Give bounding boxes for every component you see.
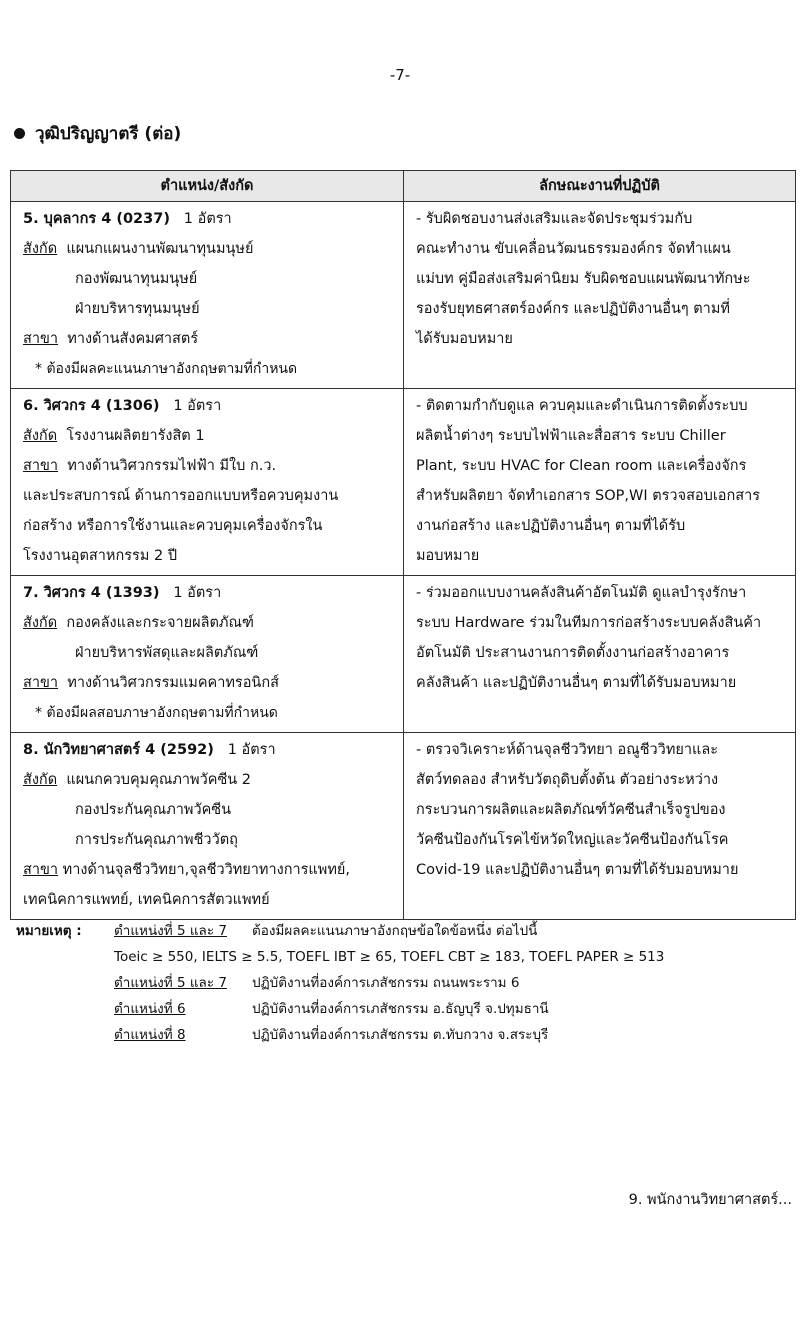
duty-line: วัคซีนป้องกันโรคไข้หวัดใหญ่และวัคซีนป้องกันโรค bbox=[416, 832, 729, 848]
remark-row bbox=[16, 996, 664, 1022]
duties-cell bbox=[404, 733, 796, 920]
duty-line: แม่บท คู่มือส่งเสริมค่านิยม รับผิดชอบแผนพัฒนาทักษะ bbox=[416, 271, 751, 287]
affiliation-label: สังกัด bbox=[23, 241, 58, 257]
remark-position: ตำแหน่งที่ 5 และ 7 bbox=[114, 975, 227, 991]
position-quota: 1 อัตรา bbox=[173, 398, 222, 414]
duty-line: สำหรับผลิตยา จัดทำเอกสาร SOP,WI ตรวจสอบเอกสาร bbox=[416, 488, 761, 504]
duty-line: Covid-19 และปฏิบัติงานอื่นๆ ตามที่ได้รับมอบหมาย bbox=[416, 862, 739, 878]
position-title: 5. บุคลากร 4 (0237) bbox=[23, 211, 170, 227]
remark-row bbox=[16, 1022, 664, 1048]
remark-text: ปฏิบัติงานที่องค์การเภสัชกรรม อ.ธัญบุรี จ.ปทุมธานี bbox=[252, 1001, 549, 1017]
position-quota: 1 อัตรา bbox=[227, 742, 276, 758]
position-title: 8. นักวิทยาศาสตร์ 4 (2592) bbox=[23, 742, 214, 758]
position-quota: 1 อัตรา bbox=[173, 585, 222, 601]
major-line: โรงงานอุตสาหกรรม 2 ปี bbox=[23, 548, 178, 564]
remark-position: ตำแหน่งที่ 6 bbox=[114, 1001, 186, 1017]
section-heading bbox=[14, 120, 181, 147]
affiliation-label: สังกัด bbox=[23, 615, 58, 631]
affiliation-line: แผนกแผนงานพัฒนาทุนมนุษย์ bbox=[66, 241, 254, 257]
major-line: ทางด้านวิศวกรรมแมคคาทรอนิกส์ bbox=[67, 675, 279, 691]
table-header-row bbox=[11, 171, 796, 202]
remarks-label: หมายเหตุ : bbox=[16, 923, 82, 939]
affiliation-line: การประกันคุณภาพชีววัตถุ bbox=[75, 832, 238, 848]
duty-line: คลังสินค้า และปฏิบัติงานอื่นๆ ตามที่ได้รับมอบหมาย bbox=[416, 675, 737, 691]
duty-line: มอบหมาย bbox=[416, 548, 480, 564]
duty-line: อัตโนมัติ ประสานงานการติดตั้งงานก่อสร้างอาคาร bbox=[416, 645, 730, 661]
duty-line: กระบวนการผลิตและผลิตภัณฑ์วัคซีนสำเร็จรูปของ bbox=[416, 802, 726, 818]
duty-line: ผลิตน้ำต่างๆ ระบบไฟฟ้าและสื่อสาร ระบบ Chiller bbox=[416, 428, 726, 444]
major-label: สาขา bbox=[23, 458, 59, 474]
remarks-section bbox=[16, 918, 664, 1048]
major-line: เทคนิคการแพทย์, เทคนิคการสัตวแพทย์ bbox=[23, 892, 270, 908]
table-row bbox=[11, 733, 796, 920]
affiliation-line: ฝ่ายบริหารพัสดุและผลิตภัณฑ์ bbox=[75, 645, 259, 661]
duty-line: ได้รับมอบหมาย bbox=[416, 331, 513, 347]
table-row bbox=[11, 202, 796, 389]
duty-line: สัตว์ทดลอง สำหรับวัตถุดิบตั้งต้น ตัวอย่างระหว่าง bbox=[416, 772, 719, 788]
major-line: ทางด้านจุลชีววิทยา,จุลชีววิทยาทางการแพทย์, bbox=[62, 862, 350, 878]
major-label: สาขา bbox=[23, 675, 59, 691]
major-label: สาขา bbox=[23, 331, 59, 347]
affiliation-line: กองคลังและกระจายผลิตภัณฑ์ bbox=[66, 615, 254, 631]
duty-line: รองรับยุทธศาสตร์องค์กร และปฏิบัติงานอื่นๆ ตามที่ bbox=[416, 301, 730, 317]
remark-row bbox=[16, 944, 664, 970]
position-cell bbox=[11, 389, 404, 576]
continuation-footer: 9. พนักงานวิทยาศาสตร์... bbox=[628, 1192, 792, 1208]
duty-line: - ร่วมออกแบบงานคลังสินค้าอัตโนมัติ ดูแลบำรุงรักษา bbox=[416, 585, 747, 601]
affiliation-label: สังกัด bbox=[23, 428, 58, 444]
remark-row bbox=[16, 970, 664, 996]
duty-line: - รับผิดชอบงานส่งเสริมและจัดประชุมร่วมกับ bbox=[416, 211, 693, 227]
remark-text: ปฏิบัติงานที่องค์การเภสัชกรรม ต.ทับกวาง จ.สระบุรี bbox=[252, 1027, 549, 1043]
table-row bbox=[11, 576, 796, 733]
major-label: สาขา bbox=[23, 862, 59, 878]
duties-cell bbox=[404, 202, 796, 389]
duty-line: งานก่อสร้าง และปฏิบัติงานอื่นๆ ตามที่ได้รับ bbox=[416, 518, 686, 534]
remark-text: ปฏิบัติงานที่องค์การเภสัชกรรม ถนนพระราม 6 bbox=[252, 975, 520, 991]
remark-row bbox=[16, 918, 664, 944]
position-cell bbox=[11, 202, 404, 389]
position-title: 7. วิศวกร 4 (1393) bbox=[23, 585, 160, 601]
remark-text: Toeic ≥ 550, IELTS ≥ 5.5, TOEFL IBT ≥ 65, TOEFL CBT ≥ 183, TOEFL PAPER ≥ 513 bbox=[114, 949, 665, 965]
page-number: -7- bbox=[389, 66, 411, 84]
affiliation-label: สังกัด bbox=[23, 772, 58, 788]
requirement-note: * ต้องมีผลสอบภาษาอังกฤษตามที่กำหนด bbox=[35, 705, 278, 721]
major-line: ก่อสร้าง หรือการใช้งานและควบคุมเครื่องจักรใน bbox=[23, 518, 323, 534]
bullet-icon bbox=[14, 128, 25, 139]
remark-text: ต้องมีผลคะแนนภาษาอังกฤษข้อใดข้อหนึ่ง ต่อไปนี้ bbox=[252, 923, 538, 939]
header-duties: ลักษณะงานที่ปฏิบัติ bbox=[404, 171, 796, 202]
duty-line: - ติดตามกำกับดูแล ควบคุมและดำเนินการติดตั้งระบบ bbox=[416, 398, 748, 414]
duties-cell bbox=[404, 576, 796, 733]
header-position: ตำแหน่ง/สังกัด bbox=[11, 171, 404, 202]
affiliation-line: ฝ่ายบริหารทุนมนุษย์ bbox=[75, 301, 200, 317]
duties-cell bbox=[404, 389, 796, 576]
duty-line: คณะทำงาน ขับเคลื่อนวัฒนธรรมองค์กร จัดทำแผน bbox=[416, 241, 731, 257]
major-line: ทางด้านสังคมศาสตร์ bbox=[67, 331, 199, 347]
position-cell bbox=[11, 576, 404, 733]
section-heading-text: วุฒิปริญญาตรี (ต่อ) bbox=[35, 124, 182, 144]
duty-line: - ตรวจวิเคราะห์ด้านจุลชีววิทยา อณูชีววิทยาและ bbox=[416, 742, 719, 758]
remark-position: ตำแหน่งที่ 5 และ 7 bbox=[114, 923, 227, 939]
major-line: และประสบการณ์ ด้านการออกแบบหรือควบคุมงาน bbox=[23, 488, 339, 504]
affiliation-line: แผนกควบคุมคุณภาพวัคซีน 2 bbox=[66, 772, 252, 788]
table-row bbox=[11, 389, 796, 576]
position-cell bbox=[11, 733, 404, 920]
affiliation-line: กองประกันคุณภาพวัคซีน bbox=[75, 802, 232, 818]
duty-line: Plant, ระบบ HVAC for Clean room และเครื่องจักร bbox=[416, 458, 747, 474]
requirement-note: * ต้องมีผลคะแนนภาษาอังกฤษตามที่กำหนด bbox=[35, 361, 298, 377]
position-title: 6. วิศวกร 4 (1306) bbox=[23, 398, 160, 414]
position-quota: 1 อัตรา bbox=[183, 211, 232, 227]
positions-table bbox=[10, 170, 796, 920]
affiliation-line: กองพัฒนาทุนมนุษย์ bbox=[75, 271, 198, 287]
remark-position: ตำแหน่งที่ 8 bbox=[114, 1027, 186, 1043]
affiliation-line: โรงงานผลิตยารังสิต 1 bbox=[66, 428, 205, 444]
duty-line: ระบบ Hardware ร่วมในทีมการก่อสร้างระบบคลังสินค้า bbox=[416, 615, 762, 631]
major-line: ทางด้านวิศวกรรมไฟฟ้า มีใบ ก.ว. bbox=[67, 458, 277, 474]
